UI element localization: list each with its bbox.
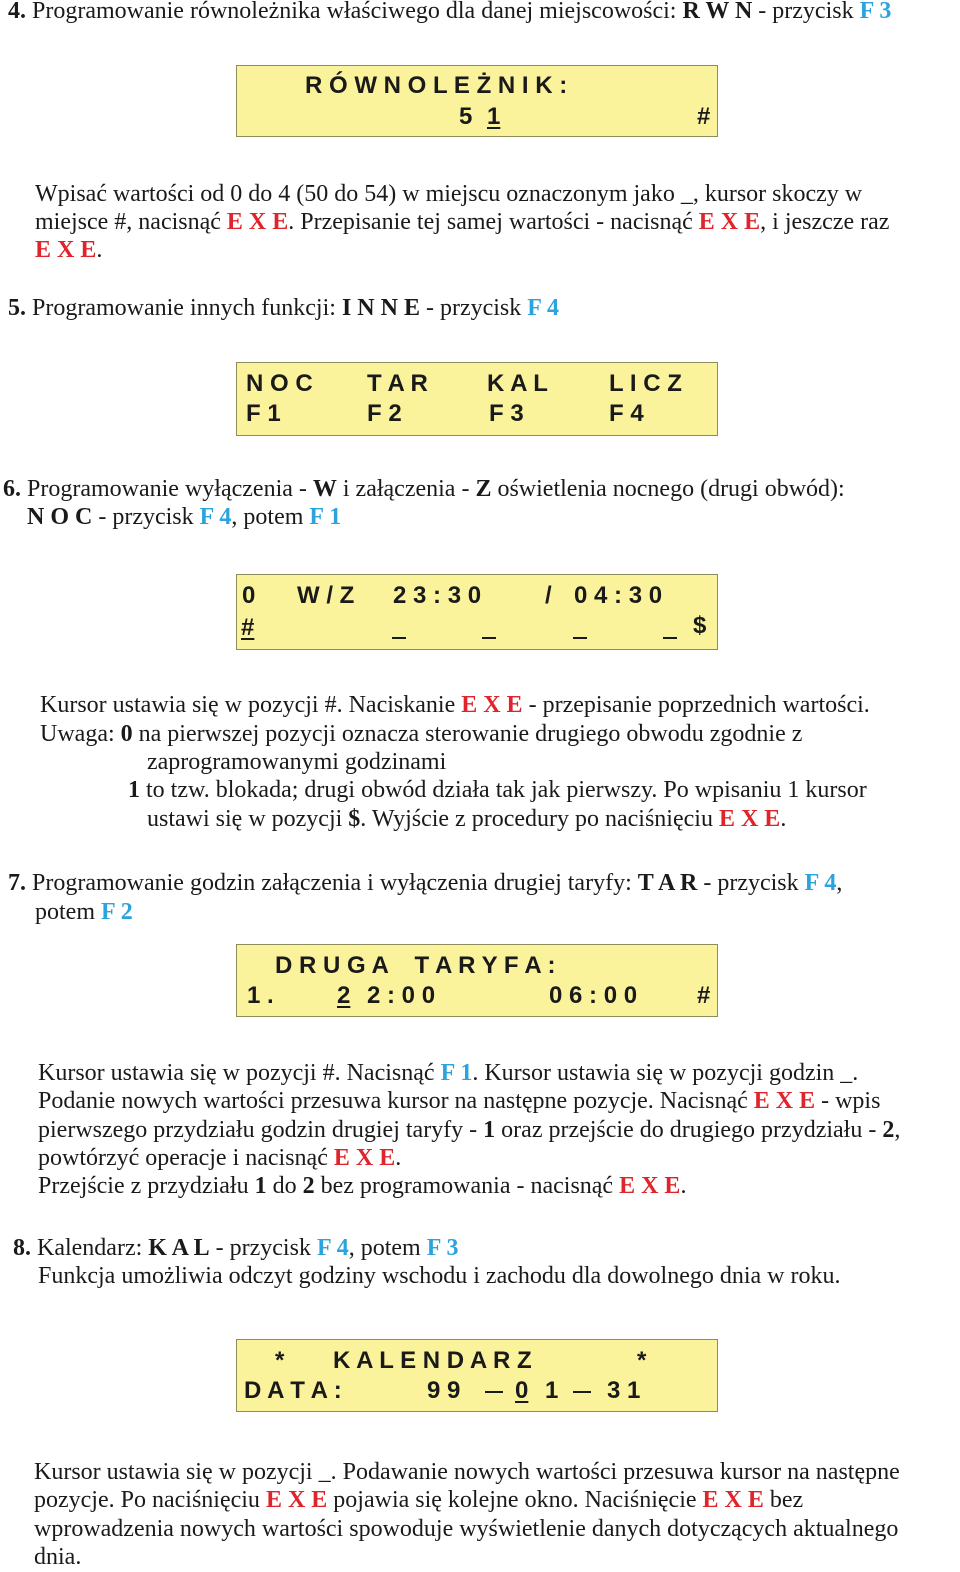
- lcd-cursor-slot: [663, 637, 677, 639]
- lcd-mode-digit: 0: [242, 582, 256, 609]
- lcd-cursor-value: 1: [487, 103, 501, 130]
- s8-paragraph-line-1: Kursor ustawia się w pozycji _. Podawanie nowych wartości przesuwa kursor na następne: [34, 1459, 900, 1485]
- lcd-star-right: *: [637, 1347, 647, 1374]
- function-code: I N N E: [341, 295, 420, 321]
- s4-paragraph-line-2: miejsce #, nacisnąć E X E. Przepisanie tej samej wartości - nacisnąć E X E, i jeszcze raz: [35, 209, 890, 235]
- lcd-line-1: D R U G A T A R Y F A :: [275, 952, 556, 979]
- lcd-display-menu: [236, 362, 718, 436]
- lcd-menu-tar: T A R: [367, 370, 428, 397]
- lcd-menu-noc: N O C: [246, 370, 313, 397]
- function-code: T A R: [637, 870, 698, 896]
- section-6-heading-line-2: N O C - przycisk F 4, potem F 1: [27, 504, 342, 530]
- s7-paragraph-line-3: pierwszego przydziału godzin drugiej taryfy - 1 oraz przejście do drugiego przydziału - 2,: [38, 1117, 901, 1143]
- lcd-star-left: *: [275, 1347, 285, 1374]
- s8-paragraph-line-3: wprowadzenia nowych wartości spowoduje wyświetlenie danych dotyczących aktualnego: [34, 1516, 899, 1542]
- section-6-heading-line-1: 6. Programowanie wyłączenia - W i załączenia - Z oświetlenia nocnego (drugi obwód):: [3, 476, 845, 502]
- s6-paragraph-line-4: 1 to tzw. blokada; drugi obwód działa tak jak pierwszy. Po wpisaniu 1 kursor: [128, 777, 867, 803]
- s6-paragraph-line-2: Uwaga: 0 na pierwszej pozycji oznacza sterowanie drugiego obwodu zgodnie z: [40, 721, 803, 747]
- lcd-entry-index: 1 .: [247, 982, 274, 1009]
- lcd-separator: [573, 1391, 591, 1393]
- lcd-key-f2: F 2: [367, 400, 402, 427]
- lcd-cursor-digit: 2: [337, 982, 351, 1009]
- s7-paragraph-line-2: Podanie nowych wartości przesuwa kursor na następne pozycje. Nacisnąć E X E - wpis: [38, 1088, 881, 1114]
- section-8-heading-line-2: Funkcja umożliwia odczyt godziny wschodu i zachodu dla dowolnego dnia w roku.: [38, 1263, 841, 1289]
- section-number: 6.: [3, 476, 21, 502]
- lcd-separator: [485, 1391, 503, 1393]
- lcd-key-f1: F 1: [246, 400, 281, 427]
- lcd-wz-label: W / Z: [297, 582, 355, 609]
- s4-paragraph-line-1: Wpisać wartości od 0 do 4 (50 do 54) w miejscu oznaczonym jako _, kursor skoczy w: [35, 181, 863, 207]
- lcd-key-f4: F 4: [609, 400, 644, 427]
- function-code: R W N: [682, 0, 753, 24]
- lcd-time-2: 0 6 : 0 0: [549, 982, 638, 1009]
- section-5-heading: 5. Programowanie innych funkcji: I N N E - przycisk F 4: [8, 295, 560, 321]
- lcd-slash: /: [545, 582, 552, 609]
- lcd-time-1: 2 3 : 3 0: [393, 582, 482, 609]
- key-label: F 3: [859, 0, 892, 24]
- lcd-cursor-slot: [392, 637, 406, 639]
- lcd-dollar: $: [693, 612, 707, 639]
- s7-paragraph-line-5: Przejście z przydziału 1 do 2 bez programowania - nacisnąć E X E.: [38, 1173, 687, 1199]
- lcd-month-digit: 1: [545, 1377, 559, 1404]
- lcd-value: 5: [459, 103, 473, 130]
- s8-paragraph-line-2: pozycje. Po naciśnięciu E X E pojawia się kolejne okno. Naciśnięcie E X E bez: [34, 1487, 804, 1513]
- section-number: 4.: [8, 0, 26, 24]
- lcd-display-noc: [236, 574, 718, 650]
- lcd-display-kalendarz: [236, 1339, 718, 1412]
- section-number: 8.: [13, 1235, 31, 1261]
- lcd-display-druga-taryfa: [236, 944, 718, 1017]
- lcd-hash: #: [241, 614, 255, 641]
- lcd-data-label: D A T A :: [244, 1377, 342, 1404]
- lcd-year: 9 9: [427, 1377, 461, 1404]
- s7-paragraph-line-4: powtórzyć operacje i nacisnąć E X E.: [38, 1145, 402, 1171]
- lcd-hash: #: [697, 103, 711, 130]
- s4-paragraph-line-3: E X E.: [35, 237, 103, 263]
- section-number: 7.: [8, 870, 26, 896]
- section-4-heading: 4. Programowanie równoleżnika właściwego dla danej miejscowości: R W N - przycisk F 3: [8, 0, 892, 24]
- lcd-cursor-slot: [573, 637, 587, 639]
- s7-paragraph-line-1: Kursor ustawia się w pozycji #. Nacisnąć F 1. Kursor ustawia się w pozycji godzin _.: [38, 1060, 859, 1086]
- lcd-day: 3 1: [607, 1377, 641, 1404]
- lcd-title: K A L E N D A R Z: [333, 1347, 532, 1374]
- lcd-display-rownoleznik: [236, 65, 718, 137]
- section-7-heading-line-1: 7. Programowanie godzin załączenia i wyłączenia drugiej taryfy: T A R - przycisk F 4,: [8, 870, 843, 896]
- lcd-menu-licz: L I C Z: [609, 370, 682, 397]
- lcd-time-1: 2 : 0 0: [367, 982, 436, 1009]
- function-code: N O C: [27, 504, 93, 530]
- section-number: 5.: [8, 295, 26, 321]
- lcd-menu-kal: K A L: [487, 370, 548, 397]
- s6-paragraph-line-3: zaprogramowanymi godzinami: [147, 749, 447, 775]
- lcd-key-f3: F 3: [489, 400, 524, 427]
- lcd-cursor-slot: [482, 637, 496, 639]
- section-8-heading-line-1: 8. Kalendarz: K A L - przycisk F 4, potem F 3: [13, 1235, 459, 1261]
- key-label: F 4: [527, 295, 560, 321]
- s8-paragraph-line-4: dnia.: [34, 1544, 82, 1570]
- function-code: K A L: [148, 1235, 210, 1261]
- s6-paragraph-line-5: ustawi się w pozycji $. Wyjście z procedury po naciśnięciu E X E.: [147, 806, 787, 832]
- lcd-hash: #: [697, 982, 711, 1009]
- section-7-heading-line-2: potem F 2: [35, 899, 133, 925]
- s6-paragraph-line-1: Kursor ustawia się w pozycji #. Naciskanie E X E - przepisanie poprzednich wartości.: [40, 692, 870, 718]
- lcd-line-1: R Ó W N O L E Ż N I K :: [305, 72, 568, 99]
- lcd-cursor-digit: 0: [515, 1377, 529, 1404]
- lcd-time-2: 0 4 : 3 0: [574, 582, 663, 609]
